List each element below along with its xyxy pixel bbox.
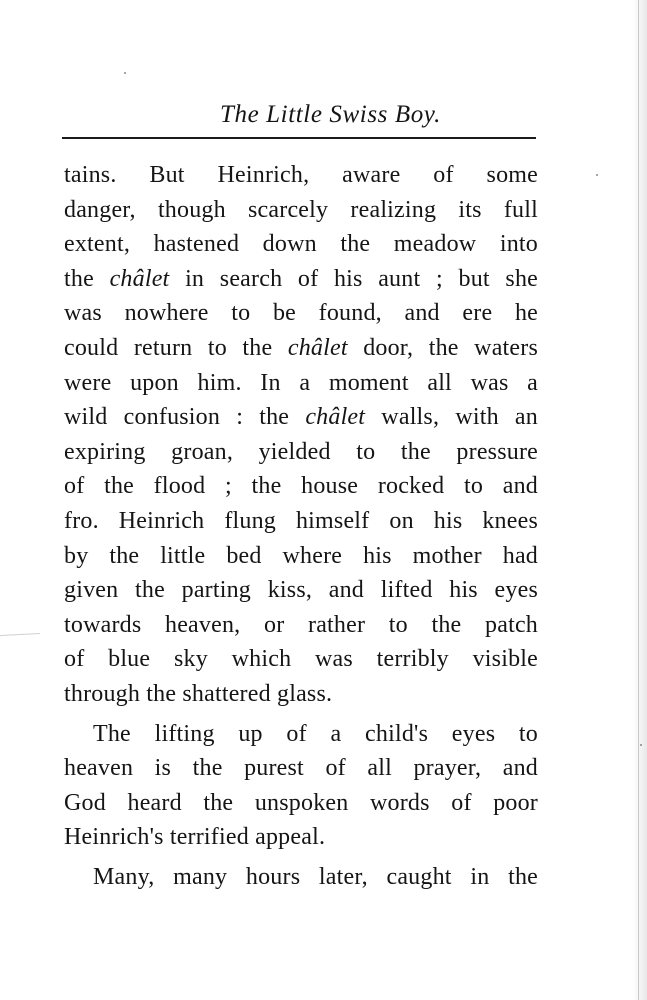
text-line: expiring groan, yielded to the pressure: [64, 438, 538, 465]
margin-scan-mark: [0, 633, 40, 636]
scan-speck: [596, 174, 598, 176]
text-line-paragraph-start: The lifting up of a child's eyes to: [93, 720, 538, 747]
body-text: [64, 158, 538, 894]
text-line: of the flood ; the house rocked to and: [64, 473, 538, 500]
text-line: wild confusion : the châlet walls, with an: [64, 404, 538, 431]
text-line: the châlet in search of his aunt ; but she: [64, 265, 538, 292]
scan-speck: [640, 744, 642, 746]
text-line: could return to the châlet door, the waters: [64, 334, 538, 361]
page-edge-line: [638, 0, 639, 1000]
text-line-paragraph-end: Heinrich's terrified appeal.: [64, 824, 326, 851]
text-line: by the little bed where his mother had: [64, 542, 538, 569]
scan-speck: [124, 72, 126, 74]
text-line-paragraph-start: Many, many hours later, caught in the: [93, 863, 538, 890]
text-line: were upon him. In a moment all was a: [64, 369, 538, 396]
text-line: heaven is the purest of all prayer, and: [64, 755, 538, 782]
italic-word: châlet: [109, 265, 170, 292]
text-line: danger, though scarcely realizing its full: [64, 196, 538, 223]
italic-word: châlet: [287, 334, 348, 361]
text-line: given the parting kiss, and lifted his eyes: [64, 577, 538, 604]
italic-word: châlet: [305, 404, 366, 431]
running-head: The Little Swiss Boy.: [220, 101, 441, 128]
text-line-paragraph-end: through the shattered glass.: [64, 680, 333, 707]
header-rule: [62, 137, 536, 139]
text-line: tains. But Heinrich, aware of some: [64, 162, 538, 188]
text-line: God heard the unspoken words of poor: [64, 789, 538, 816]
text-line: of blue sky which was terribly visible: [64, 646, 538, 673]
text-line: fro. Heinrich flung himself on his knees: [64, 507, 538, 534]
page-edge-shadow: [633, 0, 647, 1000]
text-line: towards heaven, or rather to the patch: [64, 611, 538, 638]
text-line: extent, hastened down the meadow into: [64, 231, 538, 258]
text-line: was nowhere to be found, and ere he: [64, 300, 538, 327]
